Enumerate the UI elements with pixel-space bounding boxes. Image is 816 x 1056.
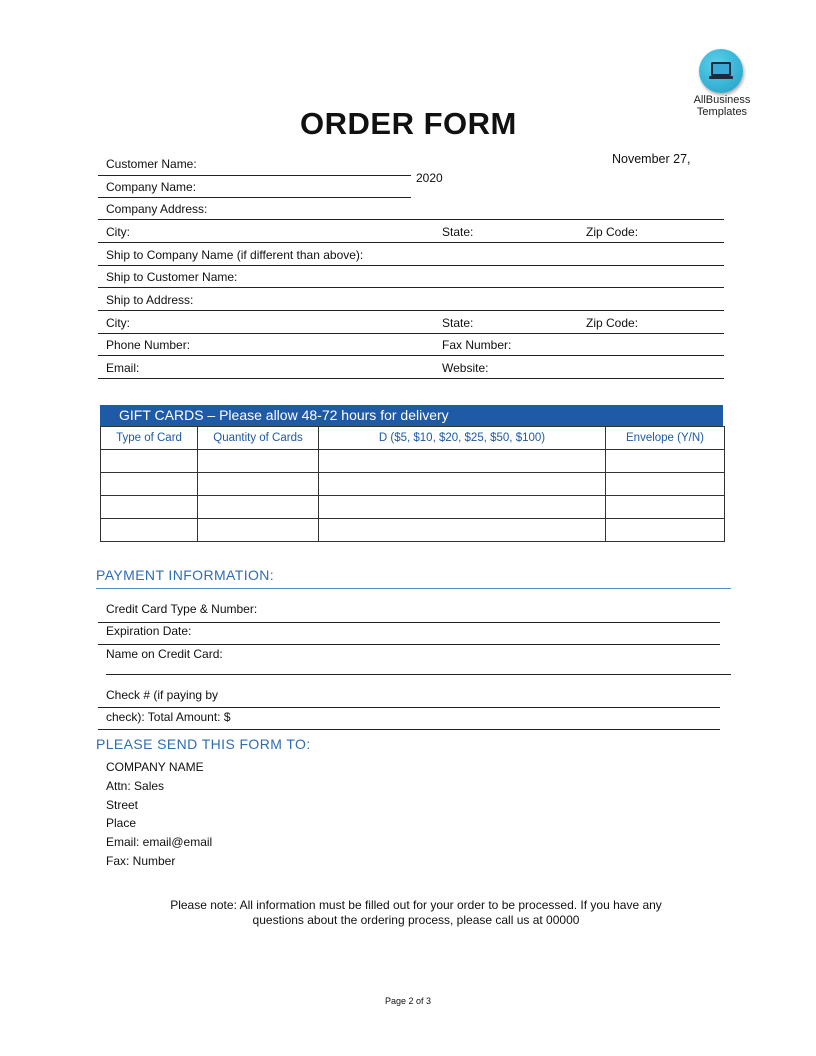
logo-icon: [699, 49, 743, 93]
table-cell[interactable]: [198, 496, 319, 519]
table-cell[interactable]: [198, 450, 319, 473]
send-to-place: Place: [106, 816, 137, 830]
ship-company-label: Ship to Company Name (if different than above):: [106, 248, 364, 262]
table-cell[interactable]: [101, 496, 198, 519]
table-row: [101, 496, 725, 519]
expiration-line[interactable]: [98, 644, 720, 645]
send-to-street: Street: [106, 798, 139, 812]
date-line-1: November 27,: [612, 152, 691, 166]
table-row: [101, 450, 725, 473]
payment-title-underline: [96, 588, 731, 589]
table-row: [101, 473, 725, 496]
check-line[interactable]: [98, 707, 720, 708]
customer-name-line[interactable]: [98, 175, 411, 176]
table-cell[interactable]: [319, 450, 606, 473]
state-label: State:: [442, 225, 474, 239]
gift-cards-header: GIFT CARDS – Please allow 48-72 hours for delivery: [100, 405, 723, 426]
city-label: City:: [106, 225, 130, 239]
ship-company-line[interactable]: [98, 265, 724, 266]
table-cell[interactable]: [101, 473, 198, 496]
table-cell[interactable]: [198, 473, 319, 496]
gift-cards-table: [100, 426, 725, 542]
table-cell[interactable]: [319, 519, 606, 542]
logo-line-2: Templates: [696, 106, 748, 118]
email-line[interactable]: [98, 378, 724, 379]
name-on-card-label: Name on Credit Card:: [106, 647, 223, 661]
payment-section-title: PAYMENT INFORMATION:: [96, 567, 275, 583]
ship-zip-label: Zip Code:: [586, 316, 639, 330]
send-to-company: COMPANY NAME: [106, 760, 204, 774]
date-line-2: 2020: [416, 171, 443, 185]
customer-name-label: Customer Name:: [106, 157, 197, 171]
table-cell[interactable]: [198, 519, 319, 542]
send-to-attn: Attn: Sales: [106, 779, 165, 793]
city-line[interactable]: [98, 242, 724, 243]
card-type-label: Credit Card Type & Number:: [106, 602, 258, 616]
check-label-line-2: check): Total Amount: $: [106, 710, 231, 724]
company-name-line[interactable]: [98, 197, 411, 198]
expiration-label: Expiration Date:: [106, 624, 192, 638]
table-header-row: [101, 427, 725, 450]
send-to-fax: Fax: Number: [106, 854, 176, 868]
logo-line-1: AllBusiness: [693, 94, 751, 106]
ship-customer-line[interactable]: [98, 287, 724, 288]
page-number: Page 2 of 3: [384, 996, 432, 1006]
phone-label: Phone Number:: [106, 338, 191, 352]
ship-city-label: City:: [106, 316, 130, 330]
col-quantity: Quantity of Cards: [198, 427, 319, 450]
card-type-line[interactable]: [98, 622, 720, 623]
check-label-line-1: Check # (if paying by: [106, 688, 219, 702]
company-name-label: Company Name:: [106, 180, 197, 194]
table-cell[interactable]: [319, 473, 606, 496]
table-row: [101, 519, 725, 542]
send-to-section-title: PLEASE SEND THIS FORM TO:: [96, 736, 311, 752]
page-title: ORDER FORM: [300, 106, 517, 141]
note-line-1: Please note: All information must be filled out for your order to be processed. If you have any: [170, 898, 662, 912]
ship-address-line[interactable]: [98, 310, 724, 311]
ship-state-label: State:: [442, 316, 474, 330]
ship-address-label: Ship to Address:: [106, 293, 194, 307]
ship-customer-label: Ship to Customer Name:: [106, 270, 238, 284]
col-denomination: D ($5, $10, $20, $25, $50, $100): [319, 427, 606, 450]
logo-text: [680, 94, 764, 118]
name-on-card-line[interactable]: [106, 674, 731, 675]
ship-city-line[interactable]: [98, 333, 724, 334]
company-address-label: Company Address:: [106, 202, 208, 216]
zip-label: Zip Code:: [586, 225, 639, 239]
table-cell[interactable]: [606, 496, 725, 519]
table-cell[interactable]: [606, 473, 725, 496]
email-label: Email:: [106, 361, 140, 375]
phone-line[interactable]: [98, 355, 724, 356]
table-cell[interactable]: [101, 450, 198, 473]
table-cell[interactable]: [606, 450, 725, 473]
company-address-line[interactable]: [98, 219, 724, 220]
col-type-of-card: Type of Card: [101, 427, 198, 450]
table-cell[interactable]: [101, 519, 198, 542]
please-note: [130, 898, 702, 928]
website-label: Website:: [442, 361, 489, 375]
col-envelope: Envelope (Y/N): [606, 427, 725, 450]
send-to-email: Email: email@email: [106, 835, 213, 849]
total-amount-line[interactable]: [98, 729, 720, 730]
fax-label: Fax Number:: [442, 338, 512, 352]
table-cell[interactable]: [606, 519, 725, 542]
note-line-2: questions about the ordering process, please call us at 00000: [252, 913, 580, 927]
table-cell[interactable]: [319, 496, 606, 519]
